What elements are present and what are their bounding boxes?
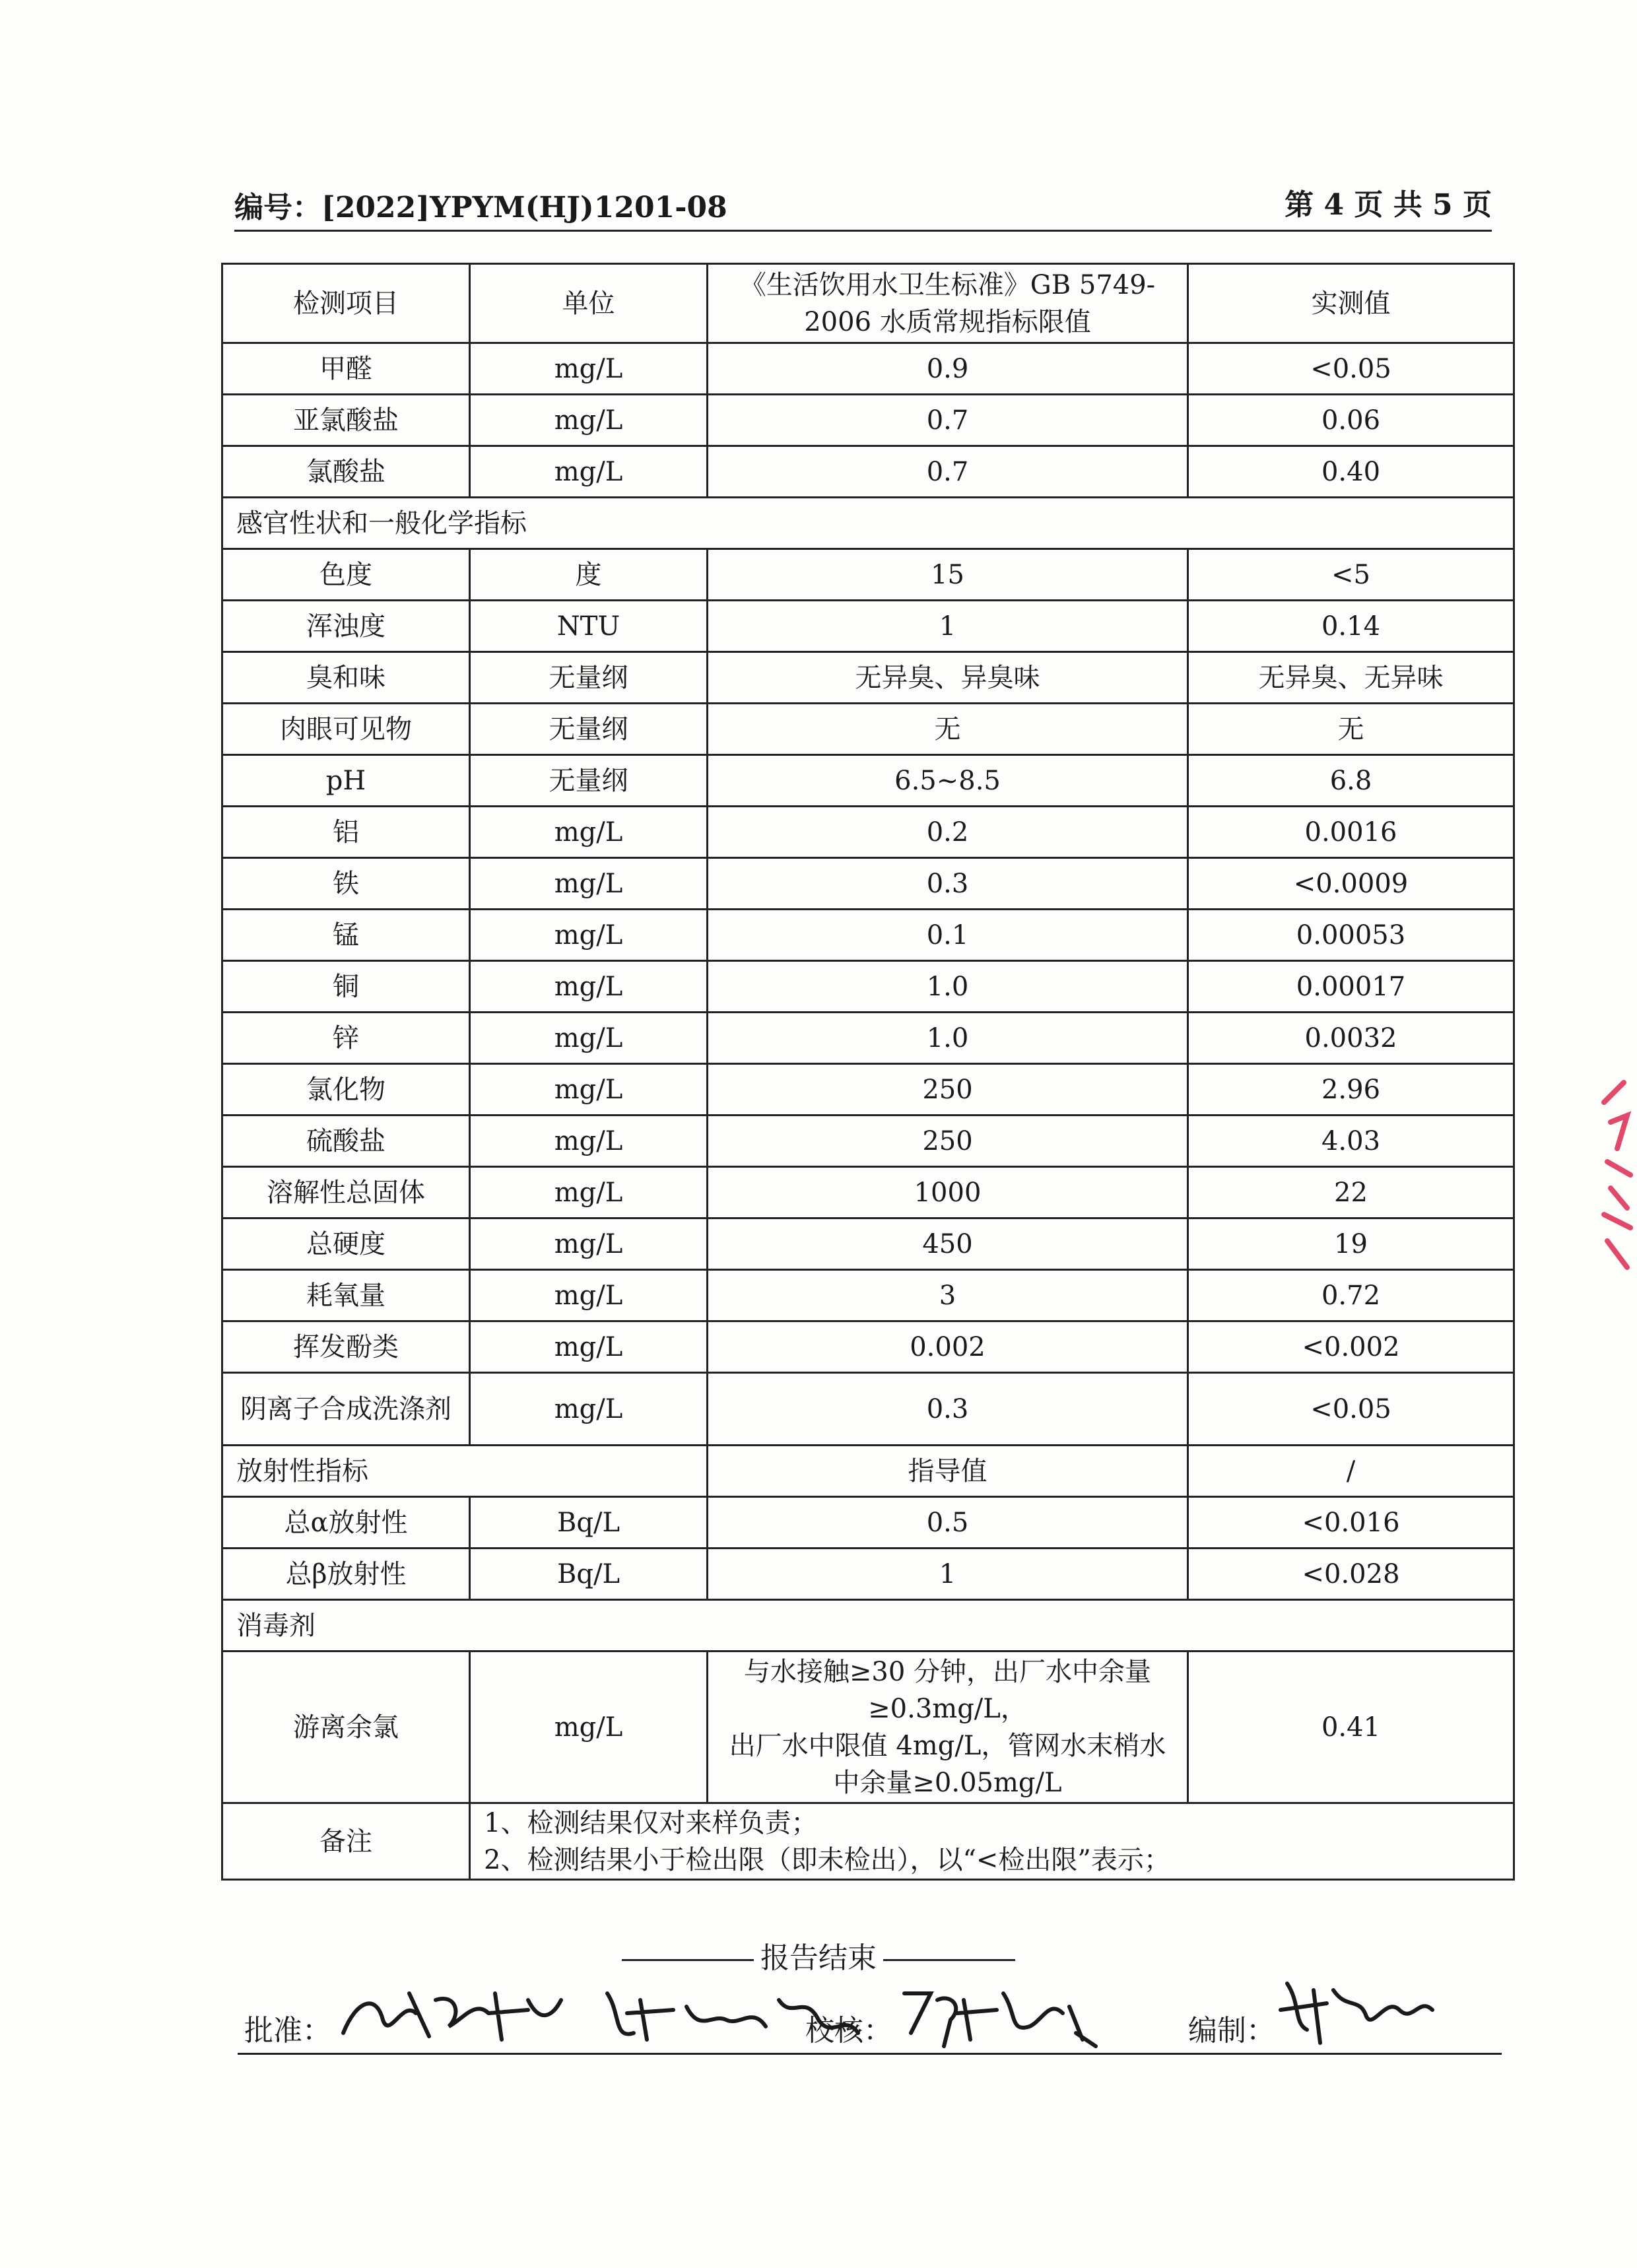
table-row <box>222 704 1514 755</box>
cell-item: 色度 <box>222 549 470 601</box>
table-row <box>222 1549 1514 1600</box>
limit-line: 与水接触≥30 分钟，出厂水中余量 <box>743 1656 1152 1687</box>
cell-value: <0.05 <box>1188 343 1514 395</box>
cell-limit: 450 <box>708 1218 1188 1270</box>
cell-item: 氯酸盐 <box>222 446 470 498</box>
end-dash-left <box>622 1959 754 1961</box>
cell-item: 溶解性总固体 <box>222 1167 470 1218</box>
cell-limit: 0.002 <box>708 1321 1188 1373</box>
cell-value: <0.002 <box>1188 1321 1514 1373</box>
cell-value: 0.14 <box>1188 601 1514 652</box>
cell-limit: 15 <box>708 549 1188 601</box>
table-row <box>222 858 1514 910</box>
test-results-table <box>221 263 1515 1881</box>
table-row <box>222 1064 1514 1116</box>
cell-value: 22 <box>1188 1167 1514 1218</box>
section-title: 消毒剂 <box>222 1600 1514 1651</box>
cell-limit: 3 <box>708 1270 1188 1321</box>
cell-limit: 0.9 <box>708 343 1188 395</box>
approve-label: 批准： <box>244 2014 331 2048</box>
table-row <box>222 1116 1514 1167</box>
table-row <box>222 807 1514 858</box>
table-row <box>222 961 1514 1013</box>
cell-value: <0.0009 <box>1188 858 1514 910</box>
cell-unit: Bq/L <box>470 1497 708 1549</box>
cell-limit: 6.5~8.5 <box>708 755 1188 807</box>
cell-item: 氯化物 <box>222 1064 470 1116</box>
cell-limit: 1.0 <box>708 1013 1188 1064</box>
cell-unit: NTU <box>470 601 708 652</box>
table-row <box>222 549 1514 601</box>
cell-unit: mg/L <box>470 1373 708 1446</box>
cell-value: <5 <box>1188 549 1514 601</box>
cell-item: 游离余氯 <box>222 1651 470 1803</box>
cell-value: <0.028 <box>1188 1549 1514 1600</box>
cell-item: 阴离子合成洗涤剂 <box>222 1373 470 1446</box>
table-row <box>222 1013 1514 1064</box>
page-header <box>234 183 1492 232</box>
page-indicator: 第 4 页 共 5 页 <box>1285 188 1492 222</box>
cell-limit: 0.3 <box>708 1373 1188 1446</box>
cell-item: 铝 <box>222 807 470 858</box>
cell-unit: mg/L <box>470 1321 708 1373</box>
cell-unit: 度 <box>470 549 708 601</box>
cell-value: 2.96 <box>1188 1064 1514 1116</box>
cell-limit: 1.0 <box>708 961 1188 1013</box>
cell-item: 锰 <box>222 910 470 961</box>
cell-value: 无 <box>1188 704 1514 755</box>
cell-limit: 250 <box>708 1064 1188 1116</box>
cell-value: 0.40 <box>1188 446 1514 498</box>
remark-line: 2、检测结果小于检出限（即未检出），以“<检出限”表示； <box>484 1844 1170 1875</box>
cell-limit: 0.1 <box>708 910 1188 961</box>
table-row <box>222 1167 1514 1218</box>
table-row <box>222 1321 1514 1373</box>
cell-item: 耗氧量 <box>222 1270 470 1321</box>
cell-unit: mg/L <box>470 1270 708 1321</box>
table-row <box>222 1373 1514 1446</box>
table-row-remarks <box>222 1803 1514 1880</box>
table-row <box>222 1218 1514 1270</box>
cell-limit <box>708 1651 1188 1803</box>
cell-unit: 无量纲 <box>470 652 708 704</box>
column-header-value: 实测值 <box>1188 264 1514 343</box>
cell-item: 臭和味 <box>222 652 470 704</box>
cell-item: 硫酸盐 <box>222 1116 470 1167</box>
cell-unit: Bq/L <box>470 1549 708 1600</box>
cell-item: 总硬度 <box>222 1218 470 1270</box>
cell-value: 0.00053 <box>1188 910 1514 961</box>
remarks-text <box>470 1803 1514 1880</box>
cell-item: 甲醛 <box>222 343 470 395</box>
cell-item: pH <box>222 755 470 807</box>
cell-limit: 1 <box>708 601 1188 652</box>
table-row <box>222 1270 1514 1321</box>
section-row-disinfectant <box>222 1600 1514 1651</box>
cell-value: 4.03 <box>1188 1116 1514 1167</box>
check-label: 校核： <box>805 2014 892 2048</box>
cell-limit: 0.2 <box>708 807 1188 858</box>
cell-item: 总α放射性 <box>222 1497 470 1549</box>
cell-value: 0.41 <box>1188 1651 1514 1803</box>
table-row <box>222 601 1514 652</box>
cell-unit: mg/L <box>470 807 708 858</box>
section-title: 放射性指标 <box>222 1446 708 1497</box>
cell-unit: mg/L <box>470 1116 708 1167</box>
cell-value: 无异臭、无异味 <box>1188 652 1514 704</box>
cell-unit: mg/L <box>470 1218 708 1270</box>
cell-value: <0.016 <box>1188 1497 1514 1549</box>
cell-unit: mg/L <box>470 1167 708 1218</box>
cell-limit: 无 <box>708 704 1188 755</box>
cell-limit: 1000 <box>708 1167 1188 1218</box>
cell-value: / <box>1188 1446 1514 1497</box>
cell-value: 0.0016 <box>1188 807 1514 858</box>
cell-unit: mg/L <box>470 1013 708 1064</box>
cell-limit: 指导值 <box>708 1446 1188 1497</box>
section-row-sensory <box>222 498 1514 549</box>
cell-value: <0.05 <box>1188 1373 1514 1446</box>
cell-item: 锌 <box>222 1013 470 1064</box>
column-header-unit: 单位 <box>470 264 708 343</box>
red-seal-edge <box>1597 1076 1637 1274</box>
cell-unit: 无量纲 <box>470 704 708 755</box>
cell-unit: mg/L <box>470 446 708 498</box>
cell-limit: 250 <box>708 1116 1188 1167</box>
limit-line: ≥0.3mg/L， <box>868 1693 1027 1724</box>
cell-unit: mg/L <box>470 910 708 961</box>
cell-item: 挥发酚类 <box>222 1321 470 1373</box>
cell-limit: 无异臭、异臭味 <box>708 652 1188 704</box>
limit-line: 出厂水中限值 4mg/L，管网水末梢水 <box>729 1730 1166 1761</box>
table-row <box>222 652 1514 704</box>
cell-value: 0.72 <box>1188 1270 1514 1321</box>
cell-limit: 0.3 <box>708 858 1188 910</box>
document-number: 编号：[2022]YPYM(HJ)1201-08 <box>234 191 727 224</box>
cell-item: 肉眼可见物 <box>222 704 470 755</box>
cell-item: 浑浊度 <box>222 601 470 652</box>
cell-item: 总β放射性 <box>222 1549 470 1600</box>
table-row <box>222 446 1514 498</box>
cell-value: 0.00017 <box>1188 961 1514 1013</box>
signature-row <box>238 1970 1502 2055</box>
cell-unit: mg/L <box>470 1064 708 1116</box>
cell-unit: mg/L <box>470 1651 708 1803</box>
cell-unit: mg/L <box>470 961 708 1013</box>
table-header-row <box>222 264 1514 343</box>
table-row <box>222 395 1514 446</box>
table-row <box>222 910 1514 961</box>
remark-line: 1、检测结果仅对来样负责； <box>484 1807 818 1838</box>
cell-unit: mg/L <box>470 343 708 395</box>
table-row <box>222 1497 1514 1549</box>
cell-limit: 0.5 <box>708 1497 1188 1549</box>
section-title: 感官性状和一般化学指标 <box>222 498 1514 549</box>
cell-value: 0.0032 <box>1188 1013 1514 1064</box>
cell-unit: mg/L <box>470 395 708 446</box>
table-row <box>222 343 1514 395</box>
table-row-free-chlorine <box>222 1651 1514 1803</box>
cell-unit: 无量纲 <box>470 755 708 807</box>
remarks-label: 备注 <box>222 1803 470 1880</box>
limit-line: 中余量≥0.05mg/L <box>833 1767 1062 1798</box>
section-row-radioactivity <box>222 1446 1514 1497</box>
cell-value: 19 <box>1188 1218 1514 1270</box>
cell-limit: 1 <box>708 1549 1188 1600</box>
column-header-item: 检测项目 <box>222 264 470 343</box>
prepare-label: 编制： <box>1188 2014 1275 2048</box>
cell-unit: mg/L <box>470 858 708 910</box>
column-header-limit: 《生活饮用水卫生标准》GB 5749-2006 水质常规指标限值 <box>708 264 1188 343</box>
cell-item: 铜 <box>222 961 470 1013</box>
table-row <box>222 755 1514 807</box>
cell-value: 0.06 <box>1188 395 1514 446</box>
cell-value: 6.8 <box>1188 755 1514 807</box>
cell-item: 铁 <box>222 858 470 910</box>
end-dash-right <box>883 1959 1015 1961</box>
cell-limit: 0.7 <box>708 446 1188 498</box>
report-end-text: 报告结束 <box>760 1941 877 1975</box>
cell-item: 亚氯酸盐 <box>222 395 470 446</box>
cell-limit: 0.7 <box>708 395 1188 446</box>
preparer-signature <box>1274 1970 1472 2053</box>
checker-signature <box>898 1974 1122 2053</box>
